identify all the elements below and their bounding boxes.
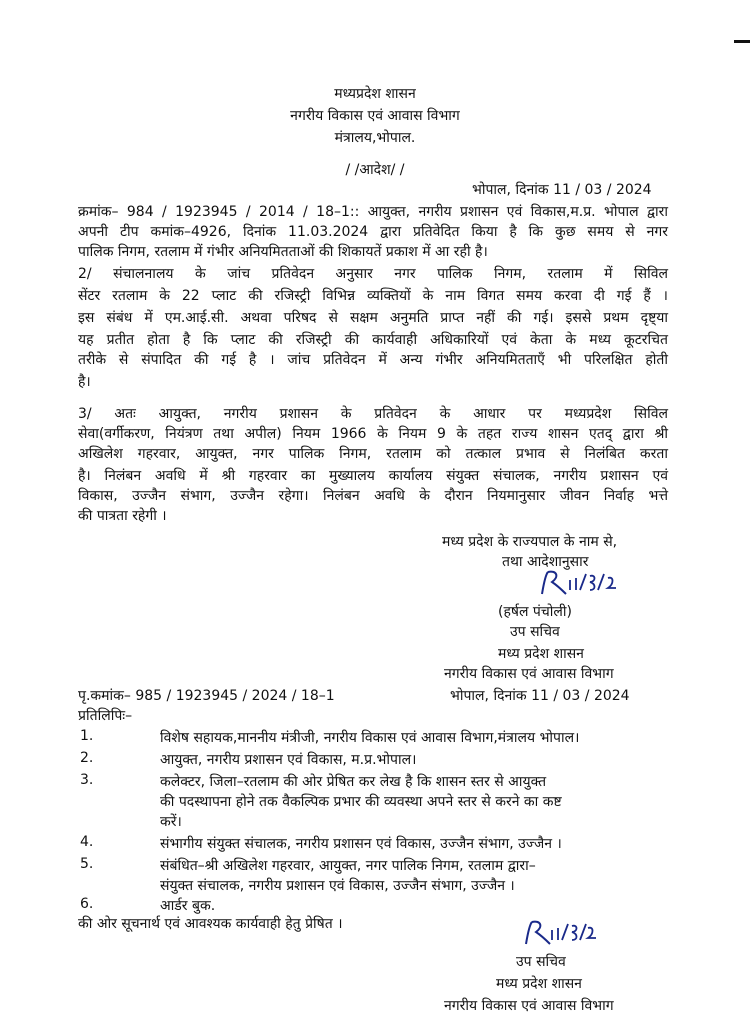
item-text: संयुक्त संचालक, नगरीय प्रशासन एवं विकास, उज्जैन संभाग, उज्जैन । [160,878,515,894]
para2-line: है। [78,374,91,390]
header-line-2: नगरीय विकास एवं आवास विभाग [290,108,460,124]
signatory-name: (हर्षल पंचोली) [498,604,572,620]
para2-line: यह प्रतीत होता है कि प्लाट की रजिस्ट्री की कार्यवाही अधिकारियों एवं केता के मध्य कूटरचित [78,332,668,348]
para2-line: 2/ संचालनालय के जांच प्रतिवेदन अनुसार नगर पालिक निगम, रतलाम में सिविल [78,266,668,282]
item-number: 5. [80,856,94,872]
endorsement-dept: नगरीय विकास एवं आवास विभाग [444,998,614,1014]
para3-line: है। निलंबन अवधि में श्री गहरवार का मुख्यालय कार्यालय संयुक्त संचालक, नगरीय प्रशासन एवं [78,468,668,484]
item-number: 6. [80,896,94,912]
order-title: / /आदेश/ / [345,162,405,178]
item-text: आर्डर बुक. [160,898,216,914]
item-text: आयुक्त, नगरीय प्रशासन एवं विकास, म.प्र.भोपाल। [160,752,417,768]
governor-line: मध्य प्रदेश के राज्यपाल के नाम से, [442,534,618,550]
item-number: 3. [80,772,94,788]
para2-line: तरीके से संपादित की गई है । जांच प्रतिवेदन में अन्य गंभीर अनियमितताएँ भी परिलक्षित होती [78,352,668,368]
margin-mark [734,40,750,43]
para2-line: इस संबंध में एम.आई.सी. अथवा परिषद से सक्षम अनुमति प्राप्त नहीं की गई। इससे प्रथम दृष्ट्या [78,310,668,326]
signatory-govt: मध्य प्रदेश शासन [498,646,584,662]
item-text: की पदस्थापना होने तक वैकल्पिक प्रभार की व्यवस्था अपने स्तर से करने का कष्ट [160,794,562,810]
para1-line: पालिक निगम, रतलाम में गंभीर अनियमितताओं की शिकायतें प्रकाश में आ रही है। [78,244,488,260]
signature-1 [536,568,626,606]
header-line-1: मध्यप्रदेश शासन [334,86,416,102]
endorsement-date: भोपाल, दिनांक 11 / 03 / 2024 [450,688,630,704]
header-line-3: मंत्रालय,भोपाल. [334,130,416,146]
item-text: विशेष सहायक,माननीय मंत्रीजी, नगरीय विकास एवं आवास विभाग,मंत्रालय भोपाल। [160,730,580,746]
para1-line: अपनी टीप कमांक–4926, दिनांक 11.03.2024 द्वारा प्रतिवेदित किया है कि कुछ समय से नगर [78,224,668,240]
signature-2 [520,918,600,956]
item-number: 1. [80,728,94,744]
by-order-line: तथा आदेशानुसार [502,554,589,570]
para1-line: क्रमांक– 984 / 1923945 / 2014 / 18–1:: आयुक्त, नगरीय प्रशासन एवं विकास,म.प्र. भोपाल द्वारा [78,204,668,220]
item-text: करें। [160,814,182,830]
item-text: संभागीय संयुक्त संचालक, नगरीय प्रशासन एवं विकास, उज्जैन संभाग, उज्जैन । [160,836,562,852]
para3-line: 3/ अतः आयुक्त, नगरीय प्रशासन के प्रतिवेदन के आधार पर मध्यप्रदेश सिविल [78,406,668,422]
copy-label: प्रतिलिपिः– [78,708,133,724]
signatory-dept: नगरीय विकास एवं आवास विभाग [444,666,614,682]
endorsement-ref: पृ.कमांक– 985 / 1923945 / 2024 / 18–1 [78,688,335,704]
item-number: 4. [80,834,94,850]
endorsement-govt: मध्य प्रदेश शासन [496,976,582,992]
item-text: कलेक्टर, जिला–रतलाम की ओर प्रेषित कर लेख है कि शासन स्तर से आयुक्त [160,774,547,790]
item-number: 2. [80,750,94,766]
item-text: संबंधित–श्री अखिलेश गहरवार, आयुक्त, नगर पालिक निगम, रतलाम द्वारा– [160,858,536,874]
endorsement-designation: उप सचिव [516,954,566,970]
signatory-designation: उप सचिव [510,624,560,640]
para3-line: की पात्रता रहेगी । [78,508,167,524]
order-date: भोपाल, दिनांक 11 / 03 / 2024 [472,182,652,198]
footer-note: की ओर सूचनार्थ एवं आवश्यक कार्यवाही हेतु प्रेषित । [78,916,343,932]
para2-line: सेंटर रतलाम के 22 प्लाट की रजिस्ट्री विभिन्न व्यक्तियों के नाम विगत समय करवा दी गई हैं । [78,288,668,304]
para3-line: अखिलेश गहरवार, आयुक्त, नगर पालिक निगम, रतलाम को तत्काल प्रभाव से निलंबित करता [78,446,668,462]
para3-line: विकास, उज्जैन संभाग, उज्जैन रहेगा। निलंबन अवधि के दौरान नियमानुसार जीवन निर्वाह भत्ते [78,488,668,504]
para3-line: सेवा(वर्गीकरण, नियंत्रण तथा अपील) नियम 1966 के नियम 9 के तहत राज्य शासन एतद् द्वारा श्री [78,426,668,442]
